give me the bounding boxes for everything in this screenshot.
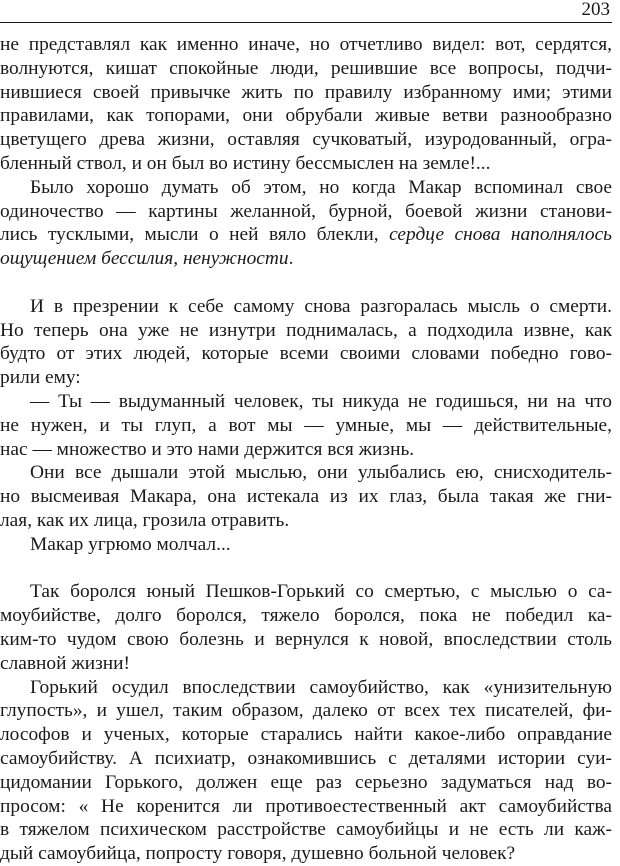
- text-line: — Ты — выдуманный человек, ты никуда не годишься, ни на что: [30, 390, 612, 412]
- text-line: Они все дышали этой мыслью, они улыбались ею, снисходитель-: [30, 462, 612, 484]
- text-line: славной жизни!: [0, 652, 130, 674]
- italic-segment: сердце снова наполнялось: [389, 224, 613, 246]
- text-line: [0, 223, 612, 247]
- text-line: будто от этих людей, которые всеми своими словами победно гово-: [0, 343, 612, 365]
- text-line: лософов и ученых, которые старались найти какое-либо оправдание: [0, 724, 612, 746]
- text-line: не нужен, и ты глуп, а вот мы — умные, мы — действительные,: [0, 414, 612, 436]
- text-line: в тяжелом психическом расстройстве самоубийцы и не есть ли каж-: [0, 819, 612, 841]
- text-line: Макар угрюмо молчал...: [30, 533, 231, 555]
- text-segment: лись тусклыми, мысли о ней вяло блекли,: [0, 224, 390, 246]
- body-text: [0, 33, 612, 866]
- text-line: но высмеивая Макара, она истекала из их глаз, была такая же гни-: [0, 486, 612, 508]
- text-line: просом: « Не коренится ли противоестественный акт самоубийства: [0, 795, 612, 817]
- page-number: 203: [581, 0, 610, 20]
- text-line: [0, 247, 612, 271]
- text-line: лая, как их лица, грозила отравить.: [0, 509, 290, 531]
- text-line: ким-то чудом свою болезнь и вернулся к новой, впоследствии столь: [0, 628, 612, 650]
- text-line: Так боролся юный Пешков-Горький со смертью, с мыслью о са-: [30, 581, 612, 603]
- text-segment: .: [288, 248, 294, 270]
- text-line: Горький осудил впоследствии самоубийство, как «унизительную: [30, 676, 612, 698]
- running-header: [0, 0, 612, 23]
- text-line: рили ему:: [0, 367, 81, 389]
- text-line: нившиеся своей привычке жить по правилу избранному ими; этими: [0, 81, 612, 103]
- section-break: [0, 271, 612, 295]
- text-line: цветущего древа жизни, оставляя сучковатый, изуродованный, огра-: [0, 129, 612, 151]
- text-line: моубийстве, долго боролся, тяжело боролся, пока не победил ка-: [0, 605, 612, 627]
- text-line: дый самоубийца, попросту говоря, душевно больной человек?: [0, 843, 516, 865]
- text-line: глупость», и ушел, таким образом, далеко от всех тех писателей, фи-: [0, 700, 612, 722]
- text-line: не представлял как именно иначе, но отчетливо видел: вот, сердятся,: [0, 34, 612, 55]
- text-line: правилами, как топорами, они обрубали живые ветви разнообразно: [0, 105, 612, 127]
- text-line: цидомании Горького, должен еще раз серьезно задуматься над во-: [0, 771, 612, 793]
- text-line: И в презрении к себе самому снова разгоралась мысль о смерти.: [30, 295, 612, 317]
- text-line: нас — множество и это нами держится вся жизнь.: [0, 438, 415, 460]
- text-line: Было хорошо думать об этом, но когда Макар вспоминал свое: [30, 176, 612, 198]
- text-line: бленный ствол, и он был во истину бессмыслен на земле!...: [0, 152, 491, 174]
- section-break: [0, 557, 612, 581]
- text-line: одиночество — картины желанной, бурной, боевой жизни станови-: [0, 200, 612, 222]
- text-line: самоубийству. А психиатр, ознакомившись с деталями истории суи-: [0, 747, 612, 769]
- italic-segment: ощущением бессилия, ненужности: [0, 248, 289, 270]
- text-line: Но теперь она уже не изнутри поднималась, а подходила извне, как: [0, 319, 612, 341]
- text-line: волнуются, кишат спокойные люди, решившие все вопросы, подчи-: [0, 57, 612, 79]
